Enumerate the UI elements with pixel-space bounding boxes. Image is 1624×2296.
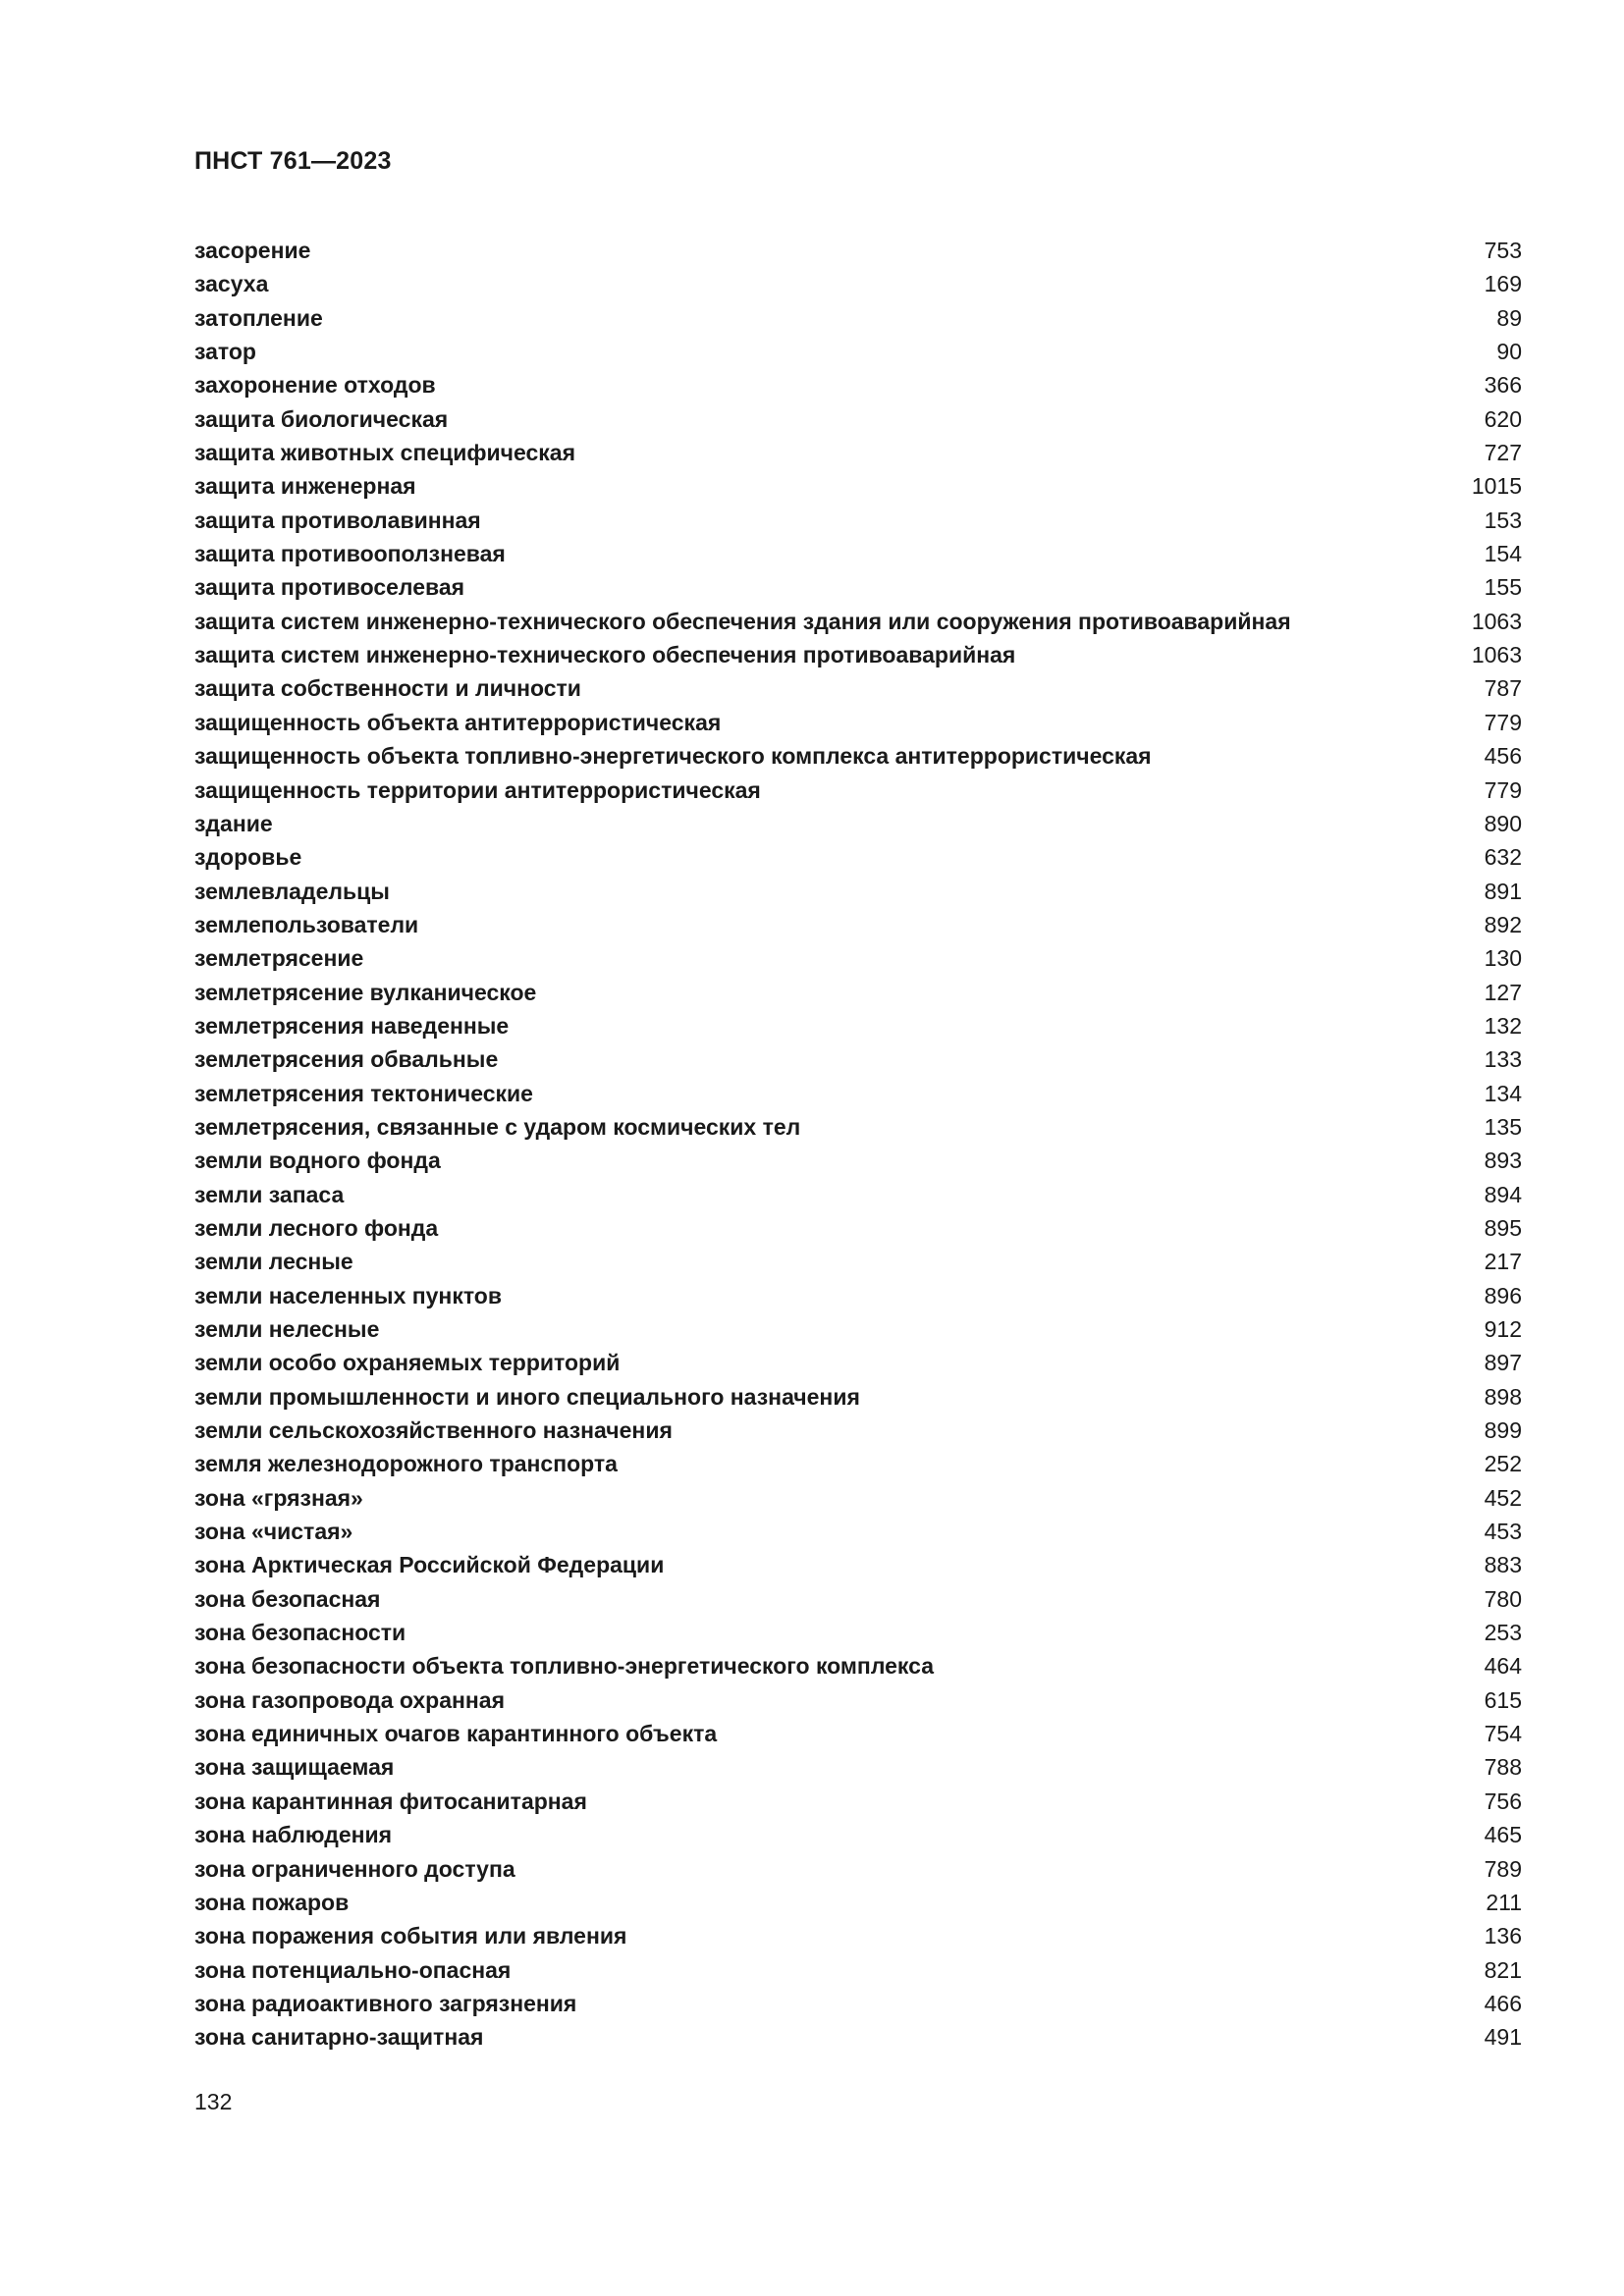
index-entry [194,976,1522,1009]
index-term-number: 912 [1484,1316,1522,1342]
index-term-number: 127 [1484,979,1522,1005]
index-entry [194,1380,1522,1414]
index-entry [194,402,1522,436]
index-entry [194,436,1522,469]
index-term: землетрясения тектонические [194,1080,533,1106]
index-term: земли лесные [194,1249,353,1275]
index-term-number: 899 [1484,1417,1522,1444]
index-entry [194,706,1522,739]
index-entry [194,875,1522,908]
index-term: зона газопровода охранная [194,1686,506,1713]
index-term: засорение [194,238,311,263]
index-entry [194,1818,1522,1851]
index-entry [194,1042,1522,1076]
index-entry [194,1312,1522,1346]
index-entry [194,335,1522,368]
index-entry [194,1852,1522,1886]
index-term-number: 890 [1484,810,1522,836]
index-term: зона санитарно-защитная [194,2024,484,2051]
index-term: зона поражения события или явления [194,1923,627,1949]
index-entry [194,1616,1522,1649]
page-number: 132 [194,2089,233,2114]
index-term: зона радиоактивного загрязнения [194,1990,577,2016]
index-term: защита противооползневая [194,541,506,567]
index-term: зона потенциально-опасная [194,1956,512,1983]
index-term: землетрясения наведенные [194,1012,510,1039]
index-entry [194,1279,1522,1312]
index-term-number: 135 [1484,1113,1522,1140]
index-entry [194,739,1522,773]
index-term-number: 1015 [1471,473,1522,500]
index-term-number: 452 [1484,1484,1522,1511]
index-term-number: 465 [1484,1822,1522,1848]
index-term: захоронение отходов [194,372,436,399]
index-term-number: 754 [1484,1721,1522,1747]
index-term: земли промышленности и иного специального назначения [194,1383,860,1410]
term-index-list [194,234,1522,2055]
index-term-number: 787 [1484,675,1522,702]
index-entry [194,301,1522,335]
index-term-number: 632 [1484,844,1522,871]
index-entry [194,1886,1522,1919]
index-term: земли запаса [194,1181,345,1207]
index-entry [194,537,1522,570]
index-entry [194,638,1522,671]
index-term: защита инженерная [194,473,416,500]
index-entry [194,1211,1522,1245]
index-entry [194,1515,1522,1548]
index-term: защита животных специфическая [194,440,576,466]
index-term: землетрясение вулканическое [194,979,537,1005]
index-term: зона наблюдения [194,1822,393,1848]
index-entry [194,1953,1522,1987]
index-entry [194,807,1522,840]
index-term: землетрясения, связанные с ударом космических тел [194,1113,801,1140]
index-term-number: 456 [1484,743,1522,770]
index-term-number: 134 [1484,1080,1522,1106]
index-entry [194,671,1522,705]
index-term: защищенность территории антитеррористическая [194,776,761,803]
index-term: земли сельскохозяйственного назначения [194,1417,673,1444]
index-term: землетрясение [194,945,364,972]
index-term-number: 1063 [1471,608,1522,634]
index-term-number: 727 [1484,440,1522,466]
index-term: защищенность объекта топливно-энергетического комплекса антитеррористическая [194,743,1152,770]
index-term: здоровье [194,844,302,871]
index-term: защита противолавинная [194,507,481,533]
index-term: зона «чистая» [194,1519,353,1545]
index-term-number: 779 [1484,709,1522,735]
index-entry [194,1785,1522,1818]
index-term-number: 464 [1484,1653,1522,1680]
index-entry [194,1481,1522,1515]
index-term-number: 252 [1484,1451,1522,1477]
index-term: зона единичных очагов карантинного объекта [194,1721,718,1747]
index-entry [194,1009,1522,1042]
index-term-number: 891 [1484,878,1522,904]
index-entry [194,504,1522,537]
index-term-number: 89 [1496,304,1522,331]
index-term: зона безопасная [194,1585,381,1612]
index-term: зона карантинная фитосанитарная [194,1788,587,1814]
index-term: земли особо охраняемых территорий [194,1350,621,1376]
index-entry [194,908,1522,941]
index-entry [194,1447,1522,1480]
index-term: зона «грязная» [194,1484,363,1511]
index-term: затор [194,339,256,365]
index-entry [194,469,1522,503]
index-term: землепользователи [194,911,419,937]
index-term: здание [194,810,273,836]
index-term: зона безопасности объекта топливно-энергетического комплекса [194,1653,934,1680]
index-term-number: 466 [1484,1990,1522,2016]
index-term-number: 779 [1484,776,1522,803]
index-term-number: 211 [1486,1889,1522,1915]
index-term: зона ограниченного доступа [194,1855,515,1882]
index-term-number: 491 [1484,2024,1522,2051]
index-term: затопление [194,304,323,331]
index-term: земли нелесные [194,1316,380,1342]
index-entry [194,1144,1522,1177]
index-term: зона Арктическая Российской Федерации [194,1552,665,1578]
index-entry [194,1245,1522,1278]
index-term-number: 217 [1484,1249,1522,1275]
index-term-number: 756 [1484,1788,1522,1814]
index-term: защищенность объекта антитеррористическая [194,709,722,735]
index-term-number: 894 [1484,1181,1522,1207]
index-term-number: 615 [1484,1686,1522,1713]
index-entry [194,1178,1522,1211]
index-term: земли лесного фонда [194,1214,439,1241]
index-entry [194,1582,1522,1616]
index-term: защита биологическая [194,405,449,432]
index-entry [194,1987,1522,2020]
index-entry [194,840,1522,874]
index-entry [194,1717,1522,1750]
index-term-number: 883 [1484,1552,1522,1578]
index-entry [194,267,1522,300]
index-term-number: 136 [1484,1923,1522,1949]
index-entry [194,1649,1522,1682]
index-term-number: 153 [1484,507,1522,533]
index-entry [194,1077,1522,1110]
index-entry [194,1346,1522,1379]
index-term: зона пожаров [194,1889,350,1915]
index-entry [194,941,1522,975]
index-term-number: 154 [1484,541,1522,567]
document-code: ПНСТ 761—2023 [194,147,392,175]
index-term-number: 821 [1484,1956,1522,1983]
index-term: земли водного фонда [194,1148,441,1174]
index-term-number: 753 [1484,238,1522,263]
index-term-number: 892 [1484,911,1522,937]
index-term-number: 789 [1484,1855,1522,1882]
index-term-number: 453 [1484,1519,1522,1545]
index-entry [194,1919,1522,1952]
index-entry [194,605,1522,638]
index-entry [194,1548,1522,1581]
index-term-number: 90 [1496,339,1522,365]
index-term-number: 788 [1484,1754,1522,1781]
index-term: защита противоселевая [194,574,465,601]
index-term-number: 169 [1484,271,1522,297]
index-term-number: 620 [1484,405,1522,432]
index-term: засуха [194,271,269,297]
index-term-number: 130 [1484,945,1522,972]
index-term: защита собственности и личности [194,675,581,702]
index-term-number: 133 [1484,1046,1522,1073]
index-entry [194,1683,1522,1717]
index-entry [194,1750,1522,1784]
index-term-number: 1063 [1471,642,1522,668]
index-term-number: 897 [1484,1350,1522,1376]
index-term-number: 132 [1484,1012,1522,1039]
index-term: защита систем инженерно-технического обеспечения здания или сооружения противоаварийная [194,608,1291,634]
index-term: зона безопасности [194,1620,406,1646]
index-term: земли населенных пунктов [194,1282,502,1308]
index-entry [194,234,1522,267]
index-term-number: 896 [1484,1282,1522,1308]
index-entry [194,570,1522,604]
index-term: зона защищаемая [194,1754,395,1781]
index-entry [194,774,1522,807]
index-entry [194,1110,1522,1144]
index-term-number: 895 [1484,1214,1522,1241]
index-term: земля железнодорожного транспорта [194,1451,618,1477]
index-term-number: 155 [1484,574,1522,601]
index-term-number: 898 [1484,1383,1522,1410]
index-entry [194,368,1522,401]
index-term: землетрясения обвальные [194,1046,499,1073]
index-term-number: 780 [1484,1585,1522,1612]
index-term: защита систем инженерно-технического обеспечения противоаварийная [194,642,1016,668]
index-entry [194,2020,1522,2054]
index-entry [194,1414,1522,1447]
index-term: землевладельцы [194,878,390,904]
index-term-number: 366 [1484,372,1522,399]
index-term-number: 893 [1484,1148,1522,1174]
index-term-number: 253 [1484,1620,1522,1646]
